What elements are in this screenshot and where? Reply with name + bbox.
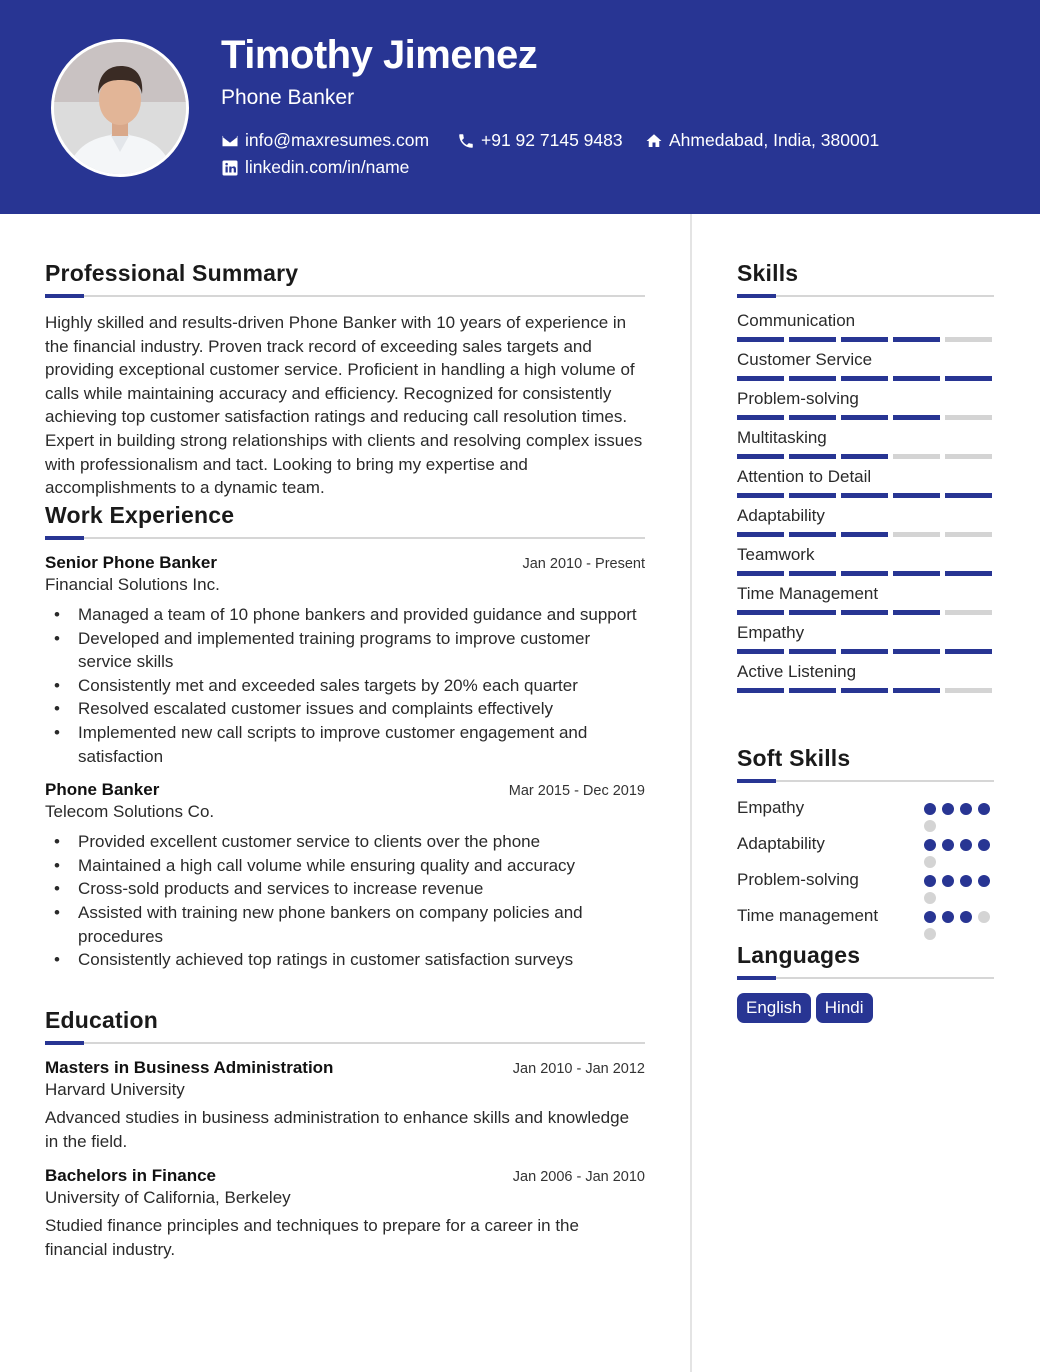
school-name: Harvard University	[45, 1080, 185, 1099]
candidate-title: Phone Banker	[221, 86, 355, 109]
languages-section	[737, 942, 994, 1023]
skills-section	[737, 260, 994, 701]
location-text: Ahmedabad, India, 380001	[669, 130, 880, 150]
rating-dot	[978, 911, 990, 923]
degree-dates: Jan 2006 - Jan 2010	[512, 1169, 645, 1186]
skill-name: Attention to Detail	[737, 467, 872, 486]
skill-level-segment	[737, 649, 784, 654]
section-rule	[45, 1042, 645, 1044]
languages-heading: Languages	[737, 942, 861, 968]
skill-level-segment	[841, 571, 888, 576]
skill-item	[737, 506, 994, 537]
rating-dot	[942, 875, 954, 887]
rating-dot	[942, 839, 954, 851]
skill-level-segment	[737, 532, 784, 537]
job-dates: Jan 2010 - Present	[522, 556, 645, 572]
skill-level-bar	[737, 649, 994, 654]
rating-dot	[924, 892, 936, 904]
section-rule	[737, 977, 994, 979]
soft-skill-name: Time management	[737, 906, 879, 925]
skill-item	[737, 545, 994, 576]
bullet-item: • Consistently achieved top ratings in customer satisfaction surveys	[45, 948, 645, 972]
skill-level-segment	[789, 337, 836, 342]
skill-level-bar	[737, 571, 994, 576]
rating-dot	[942, 911, 954, 923]
linkedin-text: linkedin.com/in/name	[245, 157, 410, 177]
skill-level-bar	[737, 454, 994, 459]
bullet-item: • Maintained a high call volume while ensuring quality and accuracy	[45, 854, 645, 878]
rating-dot	[924, 820, 936, 832]
skill-level-segment	[789, 376, 836, 381]
education-heading: Education	[45, 1007, 158, 1033]
contact-linkedin[interactable]	[221, 157, 409, 178]
rating-dot	[924, 911, 936, 923]
soft-skill-name: Problem-solving	[737, 870, 859, 889]
job-entry	[45, 780, 645, 972]
skill-level-segment	[841, 337, 888, 342]
rating-dot	[924, 803, 936, 815]
skill-level-segment	[945, 610, 992, 615]
column-divider	[690, 214, 692, 1372]
skill-level-segment	[737, 610, 784, 615]
rating-dot	[978, 875, 990, 887]
summary-section	[45, 260, 645, 500]
language-tag: English	[737, 993, 811, 1023]
skill-level-segment	[841, 688, 888, 693]
skill-item	[737, 584, 994, 615]
skill-item	[737, 467, 994, 498]
skill-level-segment	[893, 688, 940, 693]
skill-level-segment	[841, 415, 888, 420]
soft-skills-list	[737, 796, 994, 940]
rating-dot	[960, 875, 972, 887]
job-company: Telecom Solutions Co.	[45, 802, 215, 822]
skill-name: Active Listening	[737, 662, 857, 681]
skill-level-segment	[945, 688, 992, 693]
skill-level-segment	[945, 376, 992, 381]
section-rule	[45, 295, 645, 297]
skill-name: Problem-solving	[737, 389, 859, 408]
soft-skills-section	[737, 745, 994, 940]
section-rule	[737, 780, 994, 782]
skill-name: Empathy	[737, 623, 805, 642]
skill-level-segment	[945, 649, 992, 654]
skill-level-segment	[841, 493, 888, 498]
job-bullets	[45, 830, 645, 972]
skill-level-segment	[789, 688, 836, 693]
skill-level-segment	[945, 415, 992, 420]
skill-name: Adaptability	[737, 506, 825, 525]
skill-level-segment	[893, 337, 940, 342]
skill-item	[737, 662, 994, 693]
bullet-item: • Implemented new call scripts to improve customer engagement and satisfaction	[45, 721, 645, 768]
skill-level-segment	[737, 454, 784, 459]
education-entry	[45, 1166, 645, 1261]
skill-level-segment	[893, 610, 940, 615]
rating-dot	[960, 803, 972, 815]
skills-heading: Skills	[737, 260, 799, 286]
skill-level-bar	[737, 337, 994, 342]
phone-text: +91 92 7145 9483	[481, 130, 623, 150]
experience-heading: Work Experience	[45, 502, 235, 528]
skill-level-segment	[737, 415, 784, 420]
contact-email[interactable]	[221, 130, 429, 151]
language-tag: Hindi	[816, 993, 873, 1023]
section-rule	[737, 295, 994, 297]
skill-level-bar	[737, 532, 994, 537]
skill-level-segment	[893, 649, 940, 654]
rating-dot	[978, 839, 990, 851]
email-text: info@maxresumes.com	[245, 130, 430, 150]
bullet-item: • Provided excellent customer service to clients over the phone	[45, 830, 645, 854]
job-title: Phone Banker	[45, 780, 160, 800]
rating-dot	[978, 803, 990, 815]
job-bullets	[45, 603, 645, 768]
skill-level-segment	[789, 610, 836, 615]
education-section	[45, 1007, 645, 1261]
skill-level-segment	[893, 454, 940, 459]
soft-skill-rating	[924, 875, 994, 904]
summary-heading: Professional Summary	[45, 260, 299, 286]
skill-level-segment	[789, 493, 836, 498]
skill-level-segment	[841, 454, 888, 459]
home-icon	[645, 132, 663, 150]
skill-level-segment	[893, 493, 940, 498]
skill-level-bar	[737, 415, 994, 420]
soft-skill-rating	[924, 911, 994, 940]
education-entry	[45, 1058, 645, 1153]
skill-level-segment	[893, 532, 940, 537]
soft-skill-item	[737, 868, 994, 904]
degree-title: Bachelors in Finance	[45, 1166, 216, 1186]
skill-level-segment	[789, 454, 836, 459]
skill-level-bar	[737, 376, 994, 381]
skill-level-segment	[737, 571, 784, 576]
skill-level-bar	[737, 610, 994, 615]
rating-dot	[924, 839, 936, 851]
rating-dot	[924, 928, 936, 940]
skill-level-segment	[945, 337, 992, 342]
job-entry	[45, 553, 645, 768]
skill-level-segment	[789, 649, 836, 654]
section-rule	[45, 537, 645, 539]
skill-item	[737, 311, 994, 342]
linkedin-icon	[221, 159, 239, 177]
skill-level-segment	[945, 532, 992, 537]
bullet-item: • Resolved escalated customer issues and complaints effectively	[45, 697, 645, 721]
experience-section	[45, 502, 645, 972]
skill-level-segment	[789, 571, 836, 576]
skill-level-bar	[737, 688, 994, 693]
school-name: University of California, Berkeley	[45, 1188, 291, 1208]
contact-location	[645, 130, 879, 151]
skill-level-segment	[945, 493, 992, 498]
skill-name: Teamwork	[737, 545, 815, 564]
soft-skill-name: Adaptability	[737, 834, 825, 853]
skill-item	[737, 350, 994, 381]
soft-skill-item	[737, 904, 994, 940]
skill-name: Customer Service	[737, 350, 873, 369]
contact-phone[interactable]	[457, 130, 623, 151]
skill-level-segment	[841, 610, 888, 615]
rating-dot	[960, 839, 972, 851]
soft-skill-name: Empathy	[737, 798, 805, 817]
candidate-name: Timothy Jimenez	[221, 33, 538, 77]
skill-item	[737, 623, 994, 654]
languages-list	[737, 993, 994, 1023]
skill-level-segment	[841, 376, 888, 381]
job-title: Senior Phone Banker	[45, 553, 217, 572]
resume-header	[0, 0, 1040, 214]
soft-skill-rating	[924, 803, 994, 832]
soft-skill-item	[737, 796, 994, 832]
skill-level-segment	[789, 532, 836, 537]
profile-photo	[54, 42, 186, 174]
envelope-icon	[221, 132, 239, 150]
rating-dot	[924, 875, 936, 887]
skill-level-segment	[945, 571, 992, 576]
soft-skills-heading: Soft Skills	[737, 745, 851, 771]
skill-level-segment	[841, 649, 888, 654]
bullet-item: • Managed a team of 10 phone bankers and provided guidance and support	[45, 603, 645, 627]
bullet-item: • Assisted with training new phone bankers on company policies and procedures	[45, 901, 645, 948]
skill-level-segment	[893, 376, 940, 381]
skill-item	[737, 389, 994, 420]
skill-level-segment	[789, 415, 836, 420]
avatar	[51, 39, 189, 177]
job-company: Financial Solutions Inc.	[45, 575, 220, 594]
rating-dot	[924, 856, 936, 868]
soft-skill-rating	[924, 839, 994, 868]
bullet-item: • Developed and implemented training programs to improve customer service skills	[45, 627, 645, 674]
degree-dates: Jan 2010 - Jan 2012	[512, 1061, 645, 1077]
skill-name: Time Management	[737, 584, 879, 603]
degree-title: Masters in Business Administration	[45, 1058, 334, 1077]
degree-description: Studied finance principles and techniques to prepare for a career in the financial industry.	[45, 1216, 579, 1259]
summary-text: Highly skilled and results-driven Phone Banker with 10 years of experience in the financial industry. Proven track record of exceeding sales targets and providing exceptional customer service. Proficient in handling a high volume of calls while maintaining accuracy and efficiency. Recognized for consistently achieving top customer satisfaction ratings and reducing call resolution times. Expert in building strong relationships with clients and resolving complex issues with professionalism and tact. Looking to bring my expertise and accomplishments to a dynamic team.	[45, 313, 643, 498]
skill-name: Communication	[737, 311, 856, 330]
skill-level-bar	[737, 493, 994, 498]
skill-level-segment	[737, 493, 784, 498]
degree-description: Advanced studies in business administration to enhance skills and knowledge in the field.	[45, 1108, 630, 1151]
skill-level-segment	[893, 571, 940, 576]
skill-level-segment	[893, 415, 940, 420]
skill-name: Multitasking	[737, 428, 827, 447]
skill-level-segment	[841, 532, 888, 537]
phone-icon	[457, 132, 475, 150]
job-dates: Mar 2015 - Dec 2019	[508, 783, 645, 800]
skill-level-segment	[737, 337, 784, 342]
skill-level-segment	[945, 454, 992, 459]
bullet-item: • Consistently met and exceeded sales targets by 20% each quarter	[45, 674, 645, 698]
rating-dot	[960, 911, 972, 923]
skills-list	[737, 311, 994, 693]
skill-item	[737, 428, 994, 459]
bullet-item: • Cross-sold products and services to increase revenue	[45, 877, 645, 901]
skill-level-segment	[737, 688, 784, 693]
rating-dot	[942, 803, 954, 815]
skill-level-segment	[737, 376, 784, 381]
soft-skill-item	[737, 832, 994, 868]
